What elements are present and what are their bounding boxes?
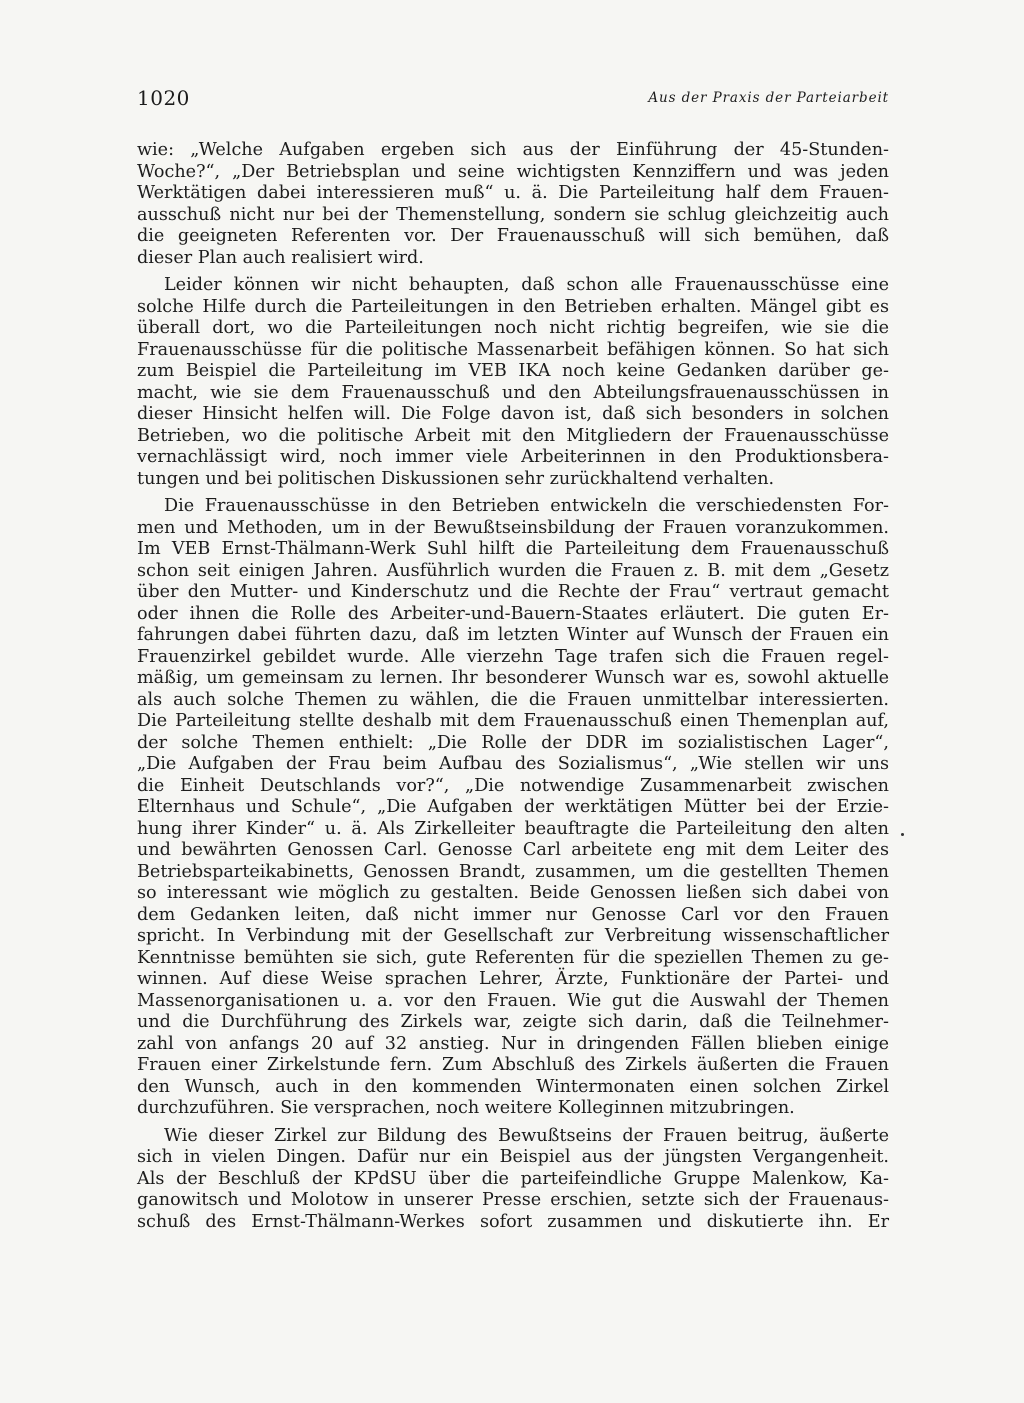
- paragraph: [137, 1126, 889, 1234]
- text-line: Betriebsparteikabinetts, Genossen Brandt, zusammen, um die gestellten Themen: [137, 861, 889, 882]
- text-line: Die Frauenausschüsse in den Betrieben entwickeln die verschiedensten For-: [164, 496, 889, 516]
- text-line: Frauenzirkel gebildet wurde. Alle vierzehn Tage trafen sich die Frauen regel-: [137, 646, 889, 667]
- page-number: 1020: [137, 86, 190, 110]
- paragraph: [137, 140, 889, 269]
- page-header: [137, 86, 889, 112]
- text-line: schon seit einigen Jahren. Ausführlich wurden die Frauen z. B. mit dem „Gesetz: [137, 560, 889, 581]
- text-line: Kenntnisse bemühten sie sich, gute Referenten für die speziellen Themen zu ge-: [137, 947, 889, 968]
- text-line: zum Beispiel die Parteileitung im VEB IKA noch keine Gedanken darüber ge-: [137, 361, 889, 381]
- text-line: und die Durchführung des Zirkels war, zeigte sich darin, daß die Teilnehmer-: [137, 1012, 889, 1032]
- text-line: spricht. In Verbindung mit der Gesellschaft zur Verbreitung wissenschaftlicher: [137, 926, 889, 946]
- text-line: schuß des Ernst-Thälmann-Werkes sofort zusammen und diskutierte ihn. Er: [137, 1211, 889, 1232]
- text-line: tungen und bei politischen Diskussionen sehr zurückhaltend verhalten.: [137, 468, 775, 489]
- text-line: fahrungen dabei führten dazu, daß im letzten Winter auf Wunsch der Frauen ein: [137, 625, 889, 645]
- text-line: Die Parteileitung stellte deshalb mit dem Frauenausschuß einen Themenplan auf,: [137, 711, 889, 731]
- text-line: ausschuß nicht nur bei der Themenstellung, sondern sie schlug gleichzeitig auch: [137, 204, 889, 225]
- text-line: über den Mutter- und Kinderschutz und die Rechte der Frau“ vertraut gemacht: [137, 582, 889, 602]
- text-line: Leider können wir nicht behaupten, daß schon alle Frauenausschüsse eine: [164, 275, 889, 295]
- margin-mark: [901, 833, 904, 836]
- text-line: dieser Hinsicht helfen will. Die Folge davon ist, daß sich besonders in solchen: [137, 404, 889, 424]
- text-line: dem Gedanken leiten, daß nicht immer nur Genosse Carl vor den Frauen: [137, 904, 889, 925]
- text-line: dieser Plan auch realisiert wird.: [137, 247, 424, 268]
- text-line: solche Hilfe durch die Parteileitungen in den Betrieben erhalten. Mängel gibt es: [137, 296, 889, 317]
- text-line: mäßig, um gemeinsam zu lernen. Ihr besonderer Wunsch war es, sowohl aktuelle: [137, 668, 889, 688]
- text-line: als auch solche Themen zu wählen, die die Frauen unmittelbar interessierten.: [137, 689, 889, 710]
- text-line: zahl von anfangs 20 auf 32 anstieg. Nur in dringenden Fällen blieben einige: [137, 1033, 889, 1054]
- text-line: so interessant wie möglich zu gestalten. Beide Genossen ließen sich dabei von: [137, 883, 889, 903]
- text-line: sich in vielen Dingen. Dafür nur ein Beispiel aus der jüngsten Vergangenheit.: [137, 1147, 889, 1167]
- text-line: den Wunsch, auch in den kommenden Wintermonaten einen solchen Zirkel: [137, 1076, 889, 1097]
- text-line: hung ihrer Kinder“ u. ä. Als Zirkelleiter beauftragte die Parteileitung den alten: [137, 818, 889, 839]
- text-line: überall dort, wo die Parteileitungen noch nicht richtig begreifen, wie sie die: [137, 318, 889, 338]
- text-line: wie: „Welche Aufgaben ergeben sich aus der Einführung der 45-Stunden-: [137, 140, 889, 160]
- text-line: die geeigneten Referenten vor. Der Frauenausschuß will sich bemühen, daß: [137, 226, 889, 246]
- text-line: die Einheit Deutschlands vor?“, „Die notwendige Zusammenarbeit zwischen: [137, 775, 889, 796]
- text-line: macht, wie sie dem Frauenausschuß und den Abteilungsfrauenausschüssen in: [137, 382, 889, 403]
- text-line: Als der Beschluß der KPdSU über die parteifeindliche Gruppe Malenkow, Ka-: [137, 1168, 889, 1189]
- text-line: der solche Themen enthielt: „Die Rolle der DDR im sozialistischen Lager“,: [137, 732, 889, 753]
- text-line: ganowitsch und Molotow in unserer Presse erschien, setzte sich der Frauenaus-: [137, 1190, 889, 1210]
- text-line: Wie dieser Zirkel zur Bildung des Bewußtseins der Frauen beitrug, äußerte: [164, 1125, 889, 1146]
- text-line: men und Methoden, um in der Bewußtseinsbildung der Frauen voranzukommen.: [137, 517, 889, 538]
- running-head: Aus der Praxis der Parteiarbeit: [648, 90, 889, 106]
- text-line: Elternhaus und Schule“, „Die Aufgaben der werktätigen Mütter bei der Erzie-: [137, 797, 889, 817]
- text-line: und bewährten Genossen Carl. Genosse Carl arbeitete eng mit dem Leiter des: [137, 840, 889, 860]
- text-line: winnen. Auf diese Weise sprachen Lehrer, Ärzte, Funktionäre der Partei- und: [137, 969, 889, 989]
- text-line: „Die Aufgaben der Frau beim Aufbau des Sozialismus“, „Wie stellen wir uns: [137, 754, 889, 774]
- text-line: Woche?“, „Der Betriebsplan und seine wichtigsten Kennziffern und was jeden: [137, 161, 889, 182]
- paragraph: [137, 496, 889, 1120]
- paragraph: [137, 275, 889, 490]
- text-line: Werktätigen dabei interessieren muß“ u. ä. Die Parteileitung half dem Frauen-: [137, 183, 889, 203]
- text-line: Im VEB Ernst-Thälmann-Werk Suhl hilft die Parteileitung dem Frauenausschuß: [137, 539, 889, 559]
- body-text: [137, 140, 889, 1233]
- text-line: oder ihnen die Rolle des Arbeiter-und-Bauern-Staates erläutert. Die guten Er-: [137, 603, 889, 624]
- text-line: durchzuführen. Sie versprachen, noch weitere Kolleginnen mitzubringen.: [137, 1098, 795, 1118]
- text-line: vernachlässigt wird, noch immer viele Arbeiterinnen in den Produktionsbera-: [137, 447, 889, 467]
- text-line: Massenorganisationen u. a. vor den Frauen. Wie gut die Auswahl der Themen: [137, 990, 889, 1011]
- text-line: Betrieben, wo die politische Arbeit mit den Mitgliedern der Frauenausschüsse: [137, 425, 889, 446]
- text-line: Frauen einer Zirkelstunde fern. Zum Abschluß des Zirkels äußerten die Frauen: [137, 1055, 889, 1075]
- text-line: Frauenausschüsse für die politische Massenarbeit befähigen können. So hat sich: [137, 339, 889, 360]
